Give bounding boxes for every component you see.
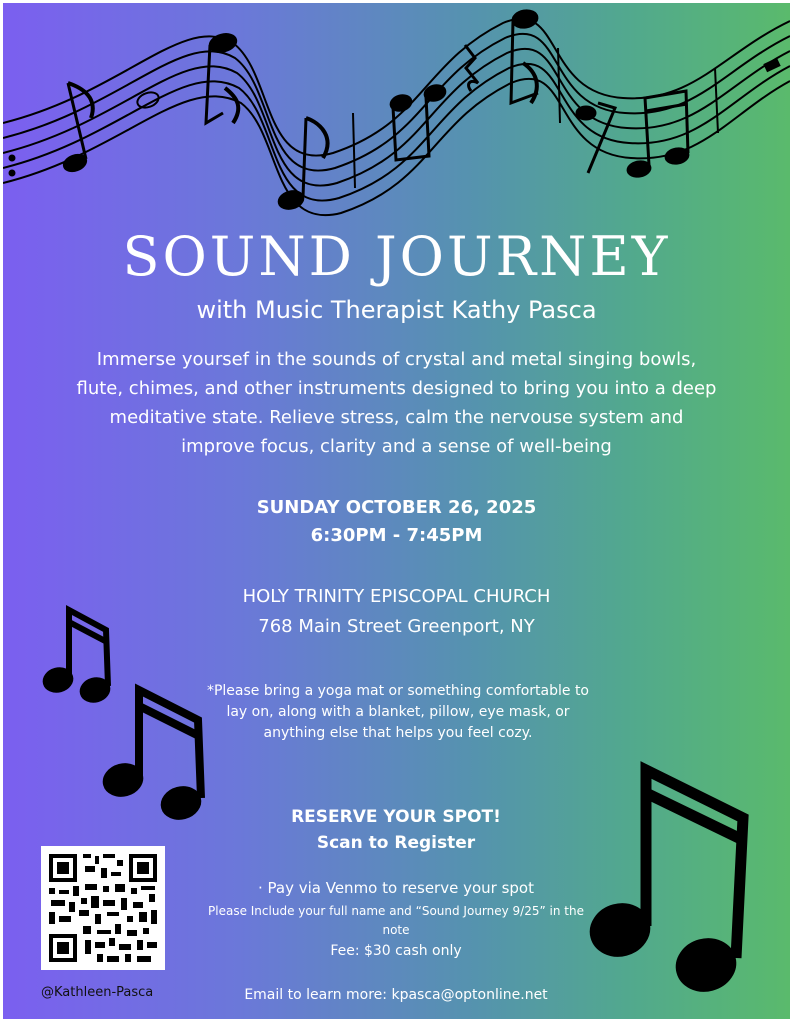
music-note-icon bbox=[588, 758, 778, 1008]
fee-text: Fee: $30 cash only bbox=[330, 943, 462, 959]
scan-to-register: Scan to Register bbox=[316, 833, 476, 853]
bring-items-note: *Please bring a yoga mat or something comfortable to lay on, along with a blanket, pillow, eye mask, or anything else that helps you feel cozy. bbox=[206, 683, 590, 741]
qr-code-icon[interactable] bbox=[41, 846, 165, 970]
subtitle: with Music Therapist Kathy Pasca bbox=[196, 296, 597, 324]
social-handle: @Kathleen-Pasca bbox=[41, 985, 154, 1000]
venmo-note-instruction: Please Include your full name and “Sound Journey 9/25” in the note bbox=[208, 904, 584, 937]
contact-email[interactable]: Email to learn more: kpasca@optonline.net bbox=[244, 987, 548, 1003]
event-time: 6:30PM - 7:45PM bbox=[310, 525, 483, 546]
music-staff-icon bbox=[3, 3, 790, 218]
event-date: SUNDAY OCTOBER 26, 2025 bbox=[256, 497, 537, 518]
reserve-heading: RESERVE YOUR SPOT! bbox=[291, 807, 501, 827]
event-description: Immerse yoursef in the sounds of crystal and metal singing bowls, flute, chimes, and other instruments designed to bring you into a deep meditative state. Relieve stress, calm the nervouse system and improve focus, clarity and a sense of well-being bbox=[76, 349, 717, 457]
page-title: SOUND JOURNEY bbox=[122, 225, 671, 288]
venmo-instruction: · Pay via Venmo to reserve your spot bbox=[257, 879, 534, 897]
venue-name: HOLY TRINITY EPISCOPAL CHURCH bbox=[242, 586, 551, 607]
venue-address: 768 Main Street Greenport, NY bbox=[258, 616, 535, 637]
flyer bbox=[3, 3, 790, 1019]
